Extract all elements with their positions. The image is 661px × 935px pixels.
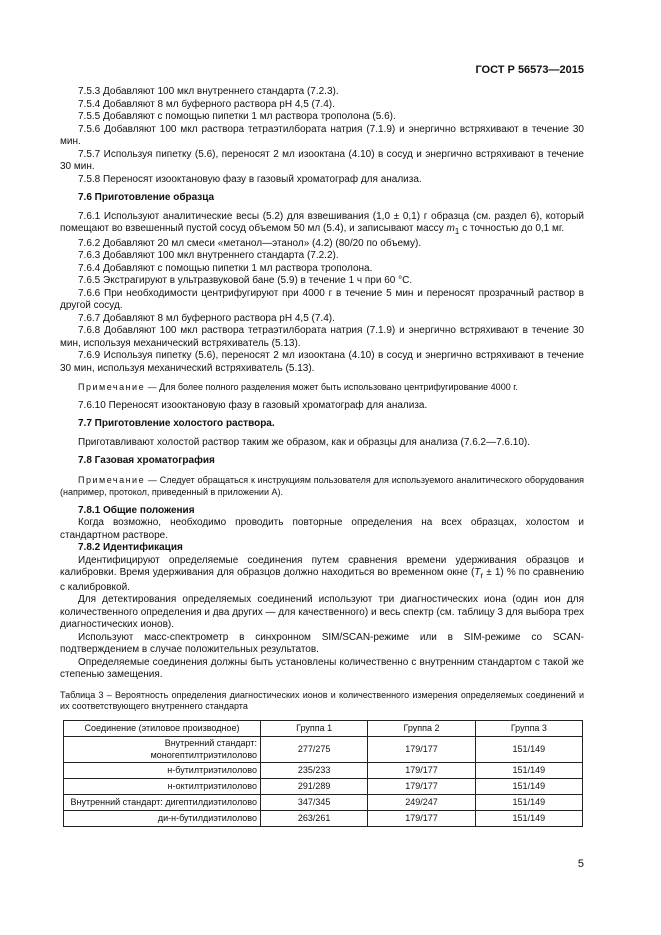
paragraph: 7.5.8 Переносят изооктановую фазу в газовый хроматограф для анализа. xyxy=(78,173,422,185)
document-code: ГОСТ Р 56573—2015 xyxy=(475,64,584,76)
table-cell: н-октилтриэтилолово xyxy=(64,778,261,794)
paragraph: 7.5.6 Добавляют 100 мкл раствора тетраэтилбората натрия (7.1.9) и энергично встряхивают в течение 30 мин. xyxy=(60,123,584,147)
table-cell: 263/261 xyxy=(261,810,368,826)
table-header-cell: Группа 1 xyxy=(261,720,368,736)
section-heading-7-7: 7.7 Приготовление холостого раствора. xyxy=(78,418,275,429)
table-cell: Внутренний стандарт: моногептилтриэтилолово xyxy=(64,736,261,762)
paragraph: Приготавливают холостой раствор таким же образом, как и образцы для анализа (7.6.2—7.6.10). xyxy=(78,436,531,448)
table-cell: 151/149 xyxy=(475,810,582,826)
table-header-cell: Группа 3 xyxy=(475,720,582,736)
paragraph: Когда возможно, необходимо проводить повторные определения на всех образцах, холостом и стандартном растворе. xyxy=(60,517,584,541)
table-cell: 151/149 xyxy=(475,736,582,762)
paragraph: 7.6.10 Переносят изооктановую фазу в газовый хроматограф для анализа. xyxy=(78,399,428,411)
table-3 xyxy=(63,720,583,827)
table-row xyxy=(64,810,583,826)
paragraph: Для детектирования определяемых соединений используют три диагностических иона (один ион для количественного определения и два других — для качественного) и весь спектр (см. таблицу 3 для выбора трех диагностических ионов). xyxy=(60,594,584,630)
paragraph: 7.5.4 Добавляют 8 мл буферного раствора pH 4,5 (7.4). xyxy=(78,98,335,110)
table-header-cell: Группа 2 xyxy=(368,720,475,736)
paragraph: 7.6.4 Добавляют с помощью пипетки 1 мл раствора трополона. xyxy=(78,262,373,274)
table-cell: 179/177 xyxy=(368,778,475,794)
document-body xyxy=(60,86,584,827)
table-cell: 277/275 xyxy=(261,736,368,762)
paragraph: 7.6.6 При необходимости центрифугируют при 4000 г в течение 5 мин и переносят прозрачный раствор в другой сосуд. xyxy=(60,287,584,311)
paragraph: 7.6.8 Добавляют 100 мкл раствора тетраэтилбората натрия (7.1.9) и энергично встряхивают в течение 30 мин, используя механический встряхиватель (5.13). xyxy=(60,325,584,349)
paragraph: 7.5.5 Добавляют с помощью пипетки 1 мл раствора трополона (5.6). xyxy=(78,111,396,122)
paragraph: 7.6.9 Используя пипетку (5.6), переносят 2 мл изооктана (4.10) в сосуд и энергично встряхивают в течение 30 мин, используя механический встряхиватель (5.13). xyxy=(60,350,584,374)
paragraph: 7.6.2 Добавляют 20 мл смеси «метанол—этанол» (4.2) (80/20 по объему). xyxy=(78,237,422,249)
table-cell: 179/177 xyxy=(368,762,475,778)
table-cell: н-бутилтриэтилолово xyxy=(64,762,261,778)
table-row xyxy=(64,778,583,794)
paragraph: 7.5.3 Добавляют 100 мкл внутреннего стандарта (7.2.3). xyxy=(78,86,339,97)
paragraph-7-6-1: 7.6.1 Используют аналитические весы (5.2) для взвешивания (1,0 ± 0,1) г образца (см. раздел 6), который помещают во взвешенный пустой сосуд объемом 50 мл (5.4), и записывают массу $m_1$ с точностью до 0,1 мг. xyxy=(60,210,584,236)
section-heading-7-6: 7.6 Приготовление образца xyxy=(78,192,215,203)
subsection-heading-7-8-2: 7.8.2 Идентификация xyxy=(78,542,183,553)
note: Примечание — Следует обращаться к инструкциям пользователя для используемого аналитического оборудования (например, протокол, приведенный в приложении А). xyxy=(60,474,584,497)
table-row xyxy=(64,794,583,810)
section-heading-7-8: 7.8 Газовая хроматография xyxy=(78,455,215,466)
table-row xyxy=(64,762,583,778)
table-header-cell: Соединение (этиловое производное) xyxy=(64,720,261,736)
paragraph: 7.5.7 Используя пипетку (5.6), переносят 2 мл изооктана (4.10) в сосуд и энергично встряхивают в течение 30 мин. xyxy=(60,148,584,172)
table-cell: 235/233 xyxy=(261,762,368,778)
table-cell: ди-н-бутилдиэтилолово xyxy=(64,810,261,826)
table-header-row xyxy=(64,720,583,736)
table-cell: 179/177 xyxy=(368,810,475,826)
note: Примечание — Для более полного разделения может быть использовано центрифугирование 4000 г. xyxy=(78,382,518,392)
table-cell: 291/289 xyxy=(261,778,368,794)
table-cell: 179/177 xyxy=(368,736,475,762)
paragraph: Идентифицируют определяемые соединения путем сравнения времени удерживания образцов и калибровки. Время удерживания для образцов должно находиться во временном окне $(T_r \pm 1)$ % по сравнению с калибровкой. xyxy=(60,554,584,593)
page-number: 5 xyxy=(577,858,584,870)
table-cell: 151/149 xyxy=(475,794,582,810)
table-caption: Таблица 3 – Вероятность определения диагностических ионов и количественного измерения определяемых соединений и их соответствующего внутреннего стандарта xyxy=(60,689,585,711)
table-cell: Внутренний стандарт: дигептилдиэтилолово xyxy=(64,794,261,810)
paragraph: Определяемые соединения должны быть установлены количественно с внутренним стандартом с такой же степенью замещения. xyxy=(60,656,584,680)
table-cell: 151/149 xyxy=(475,762,582,778)
subsection-heading-7-8-1: 7.8.1 Общие положения xyxy=(78,504,195,516)
paragraph: 7.6.7 Добавляют 8 мл буферного раствора pH 4,5 (7.4). xyxy=(78,312,335,324)
paragraph: 7.6.5 Экстрагируют в ультразвуковой бане (5.9) в течение 1 ч при 60 °С. xyxy=(78,275,413,286)
table-cell: 249/247 xyxy=(368,794,475,810)
paragraph: 7.6.3 Добавляют 100 мкл внутреннего стандарта (7.2.2). xyxy=(78,250,339,261)
table-row xyxy=(64,736,583,762)
paragraph: Используют масс-спектрометр в синхронном SIM/SCAN-режиме или в SIM-режиме со SCAN-подтверждением в случае положительных результатов. xyxy=(60,631,584,655)
table-cell: 151/149 xyxy=(475,778,582,794)
table-cell: 347/345 xyxy=(261,794,368,810)
